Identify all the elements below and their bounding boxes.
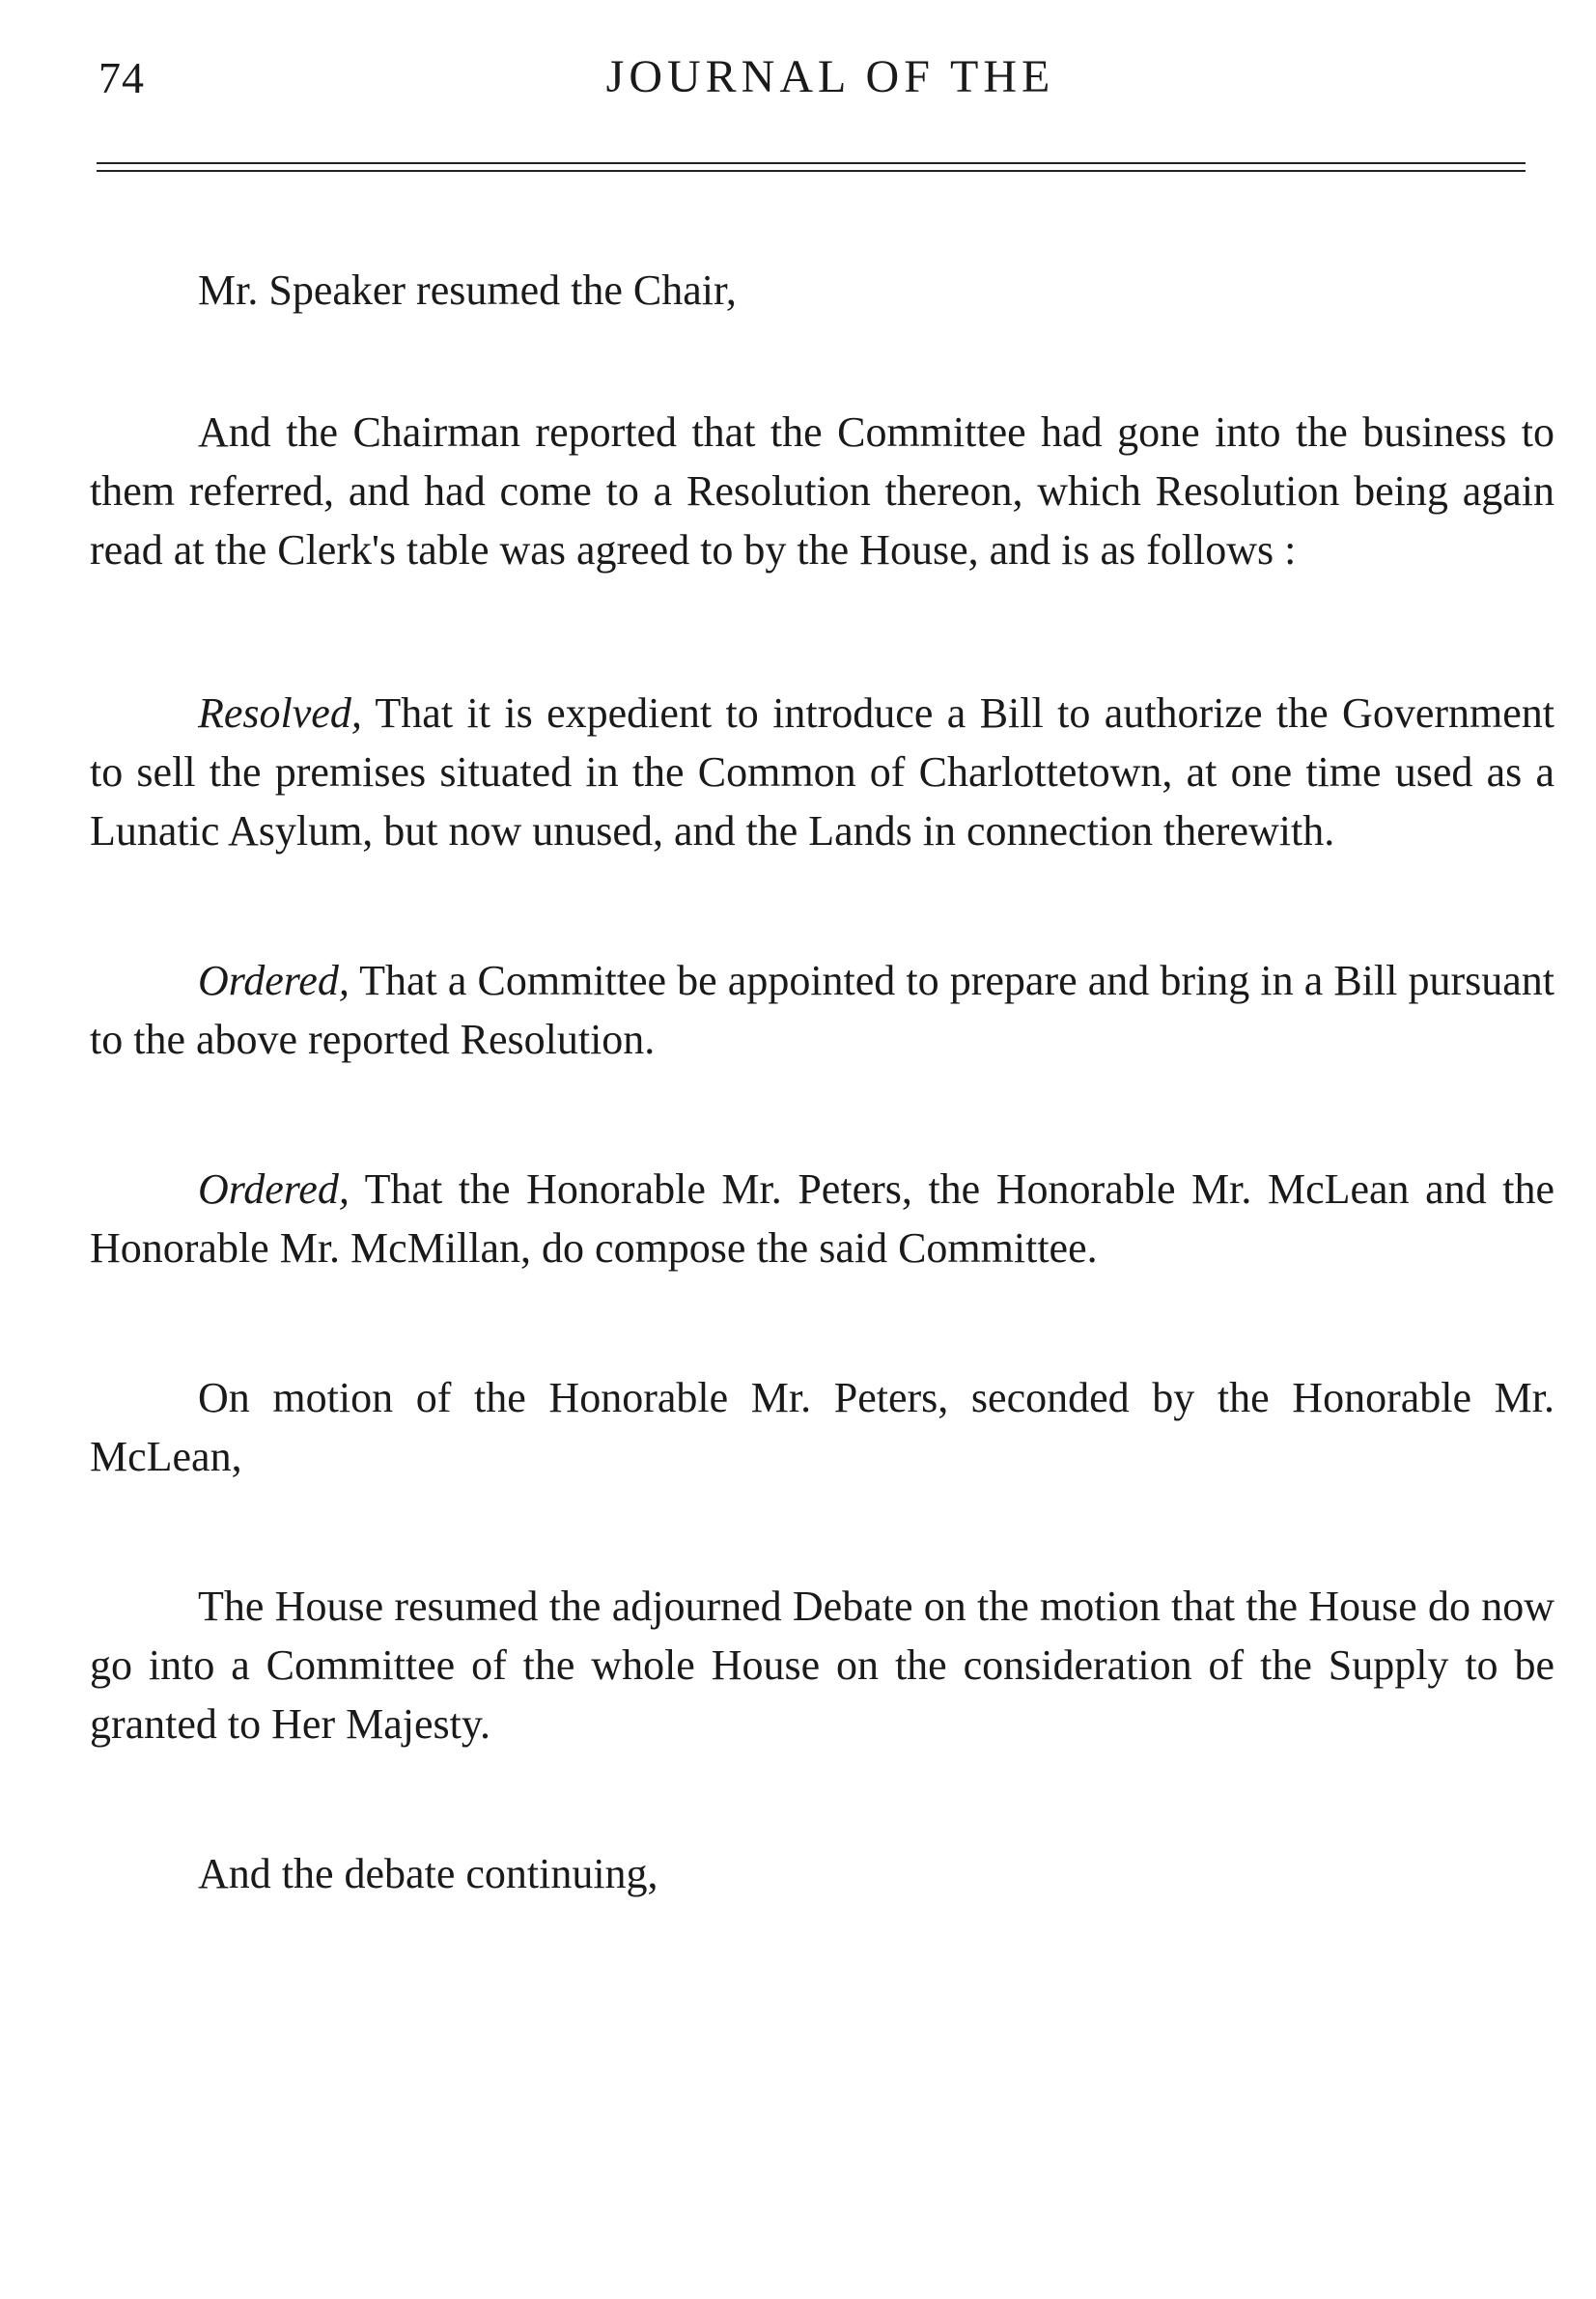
header-rule-bottom [97, 170, 1526, 172]
paragraph-text: The House resumed the adjourned Debate on the motion that the House do now go into a Committee of the whole House on the consideration of the Supply to be granted to Her Majesty. [90, 1583, 1554, 1748]
header-rule-top [97, 162, 1526, 164]
paragraph-chairman-report [90, 403, 1554, 579]
running-head: JOURNAL OF THE [605, 51, 1055, 102]
paragraph-lead: Resolved, [198, 689, 362, 737]
page-number: 74 [98, 53, 145, 102]
paragraph-ordered-committee [90, 951, 1554, 1069]
paragraph-text: That it is expedient to introduce a Bill to authorize the Government to sell the premises situated in the Common of Charlottetown, at one time used as a Lunatic Asylum, but now unused, and the Lands in connection therewith. [90, 689, 1554, 855]
page-header [97, 46, 1526, 114]
header-double-rule [97, 162, 1526, 176]
paragraph-ordered-members [90, 1160, 1554, 1277]
paragraph-text: That the Honorable Mr. Peters, the Honorable Mr. McLean and the Honorable Mr. McMillan, do compose the said Committee. [90, 1165, 1554, 1272]
paragraph-lead: Ordered, [198, 1165, 350, 1213]
paragraph-debate-resumed [90, 1577, 1554, 1753]
paragraph-debate-continuing [90, 1844, 1554, 1903]
paragraph-motion [90, 1368, 1554, 1486]
paragraph-speaker-resumed [90, 261, 1554, 320]
paragraph-text: On motion of the Honorable Mr. Peters, seconded by the Honorable Mr. McLean, [90, 1374, 1554, 1480]
journal-body [90, 261, 1554, 1903]
paragraph-text: And the Chairman reported that the Committee had gone into the business to them referred, and had come to a Resolution thereon, which Resolution being again read at the Clerk's table was agreed to by the House, and is as follows : [90, 408, 1554, 574]
paragraph-text: Mr. Speaker resumed the Chair, [198, 266, 737, 314]
paragraph-text: That a Committee be appointed to prepare and bring in a Bill pursuant to the above reported Resolution. [90, 957, 1554, 1063]
paragraph-lead: Ordered, [198, 957, 350, 1004]
paragraph-text: And the debate continuing, [198, 1850, 658, 1897]
paragraph-resolved [90, 684, 1554, 860]
